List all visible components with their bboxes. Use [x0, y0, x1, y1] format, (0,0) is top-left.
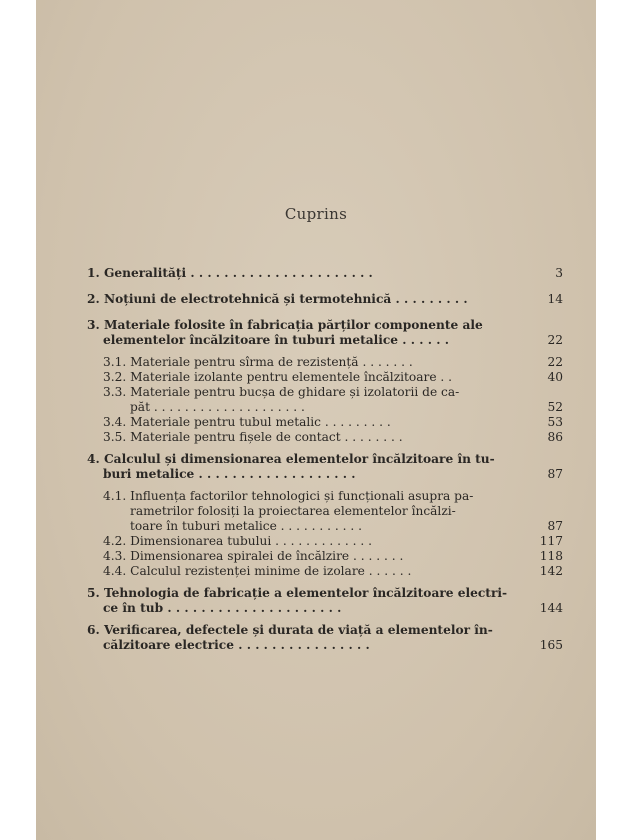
toc-entry-4-1-line-3: toare în tuburi metalice . . . . . . . . . . .: [130, 519, 363, 533]
toc-entry-4-line-1: 4. Calculul și dimensionarea elementelor încălzitoare în tu-: [87, 452, 495, 466]
toc-page-3-1: 22: [547, 355, 563, 369]
toc-entry-5-line-1: 5. Tehnologia de fabricație a elementelor încălzitoare electri-: [87, 586, 508, 600]
toc-page-4-4: 142: [539, 564, 563, 578]
book-page: [36, 0, 596, 840]
toc-entry-4-1-line-1: 4.1. Influența factorilor tehnologici și funcționali asupra pa-: [103, 489, 474, 503]
toc-entry-3-1: 3.1. Materiale pentru sîrma de rezistență . . . . . . .: [103, 355, 413, 369]
toc-page-3-3: 52: [547, 400, 563, 414]
toc-entry-3-4: 3.4. Materiale pentru tubul metalic . . . . . . . . .: [103, 415, 391, 429]
toc-page-6: 165: [539, 638, 563, 652]
toc-entry-4-1-line-2: rametrilor folosiți la proiectarea elementelor încălzi-: [130, 504, 456, 518]
toc-entry-4-line-2: buri metalice . . . . . . . . . . . . . . . . . . .: [103, 467, 356, 481]
toc-page-3-2: 40: [547, 370, 563, 384]
toc-page-5: 144: [539, 601, 563, 615]
toc-entry-3-3-line-2: păt . . . . . . . . . . . . . . . . . . . .: [130, 400, 305, 414]
toc-entry-4-2: 4.2. Dimensionarea tubului . . . . . . . . . . . . .: [103, 534, 372, 548]
toc-entry-3-line-2: elementelor încălzitoare în tuburi metalice . . . . . .: [103, 333, 449, 347]
toc-entry-3-line-1: 3. Materiale folosite în fabricația părților componente ale: [87, 318, 483, 332]
toc-entry-5-line-2: ce în tub . . . . . . . . . . . . . . . . . . . . .: [103, 601, 342, 615]
toc-page-4-3: 118: [539, 549, 563, 563]
toc-page-4: 87: [547, 467, 563, 481]
toc-entry-6-line-1: 6. Verificarea, defectele și durata de viață a elementelor în-: [87, 623, 493, 637]
toc-entry-3-3-line-1: 3.3. Materiale pentru bucșa de ghidare și izolatorii de ca-: [103, 385, 460, 399]
toc-entry-6-line-2: călzitoare electrice . . . . . . . . . . . . . . . .: [103, 638, 370, 652]
toc-entry-3-5: 3.5. Materiale pentru fișele de contact . . . . . . . .: [103, 430, 403, 444]
toc-page-3-5: 86: [547, 430, 563, 444]
toc-entry-1: 1. Generalități . . . . . . . . . . . . . . . . . . . . . .: [87, 266, 373, 280]
toc-page-2: 14: [547, 292, 563, 306]
page-title: Cuprins: [284, 205, 348, 223]
toc-entry-4-3: 4.3. Dimensionarea spiralei de încălzire . . . . . . .: [103, 549, 404, 563]
toc-page-4-2: 117: [539, 534, 563, 548]
toc-page-3: 22: [547, 333, 563, 347]
toc-entry-2: 2. Noțiuni de electrotehnică și termotehnică . . . . . . . . .: [87, 292, 468, 306]
toc-entry-4-4: 4.4. Calculul rezistenței minime de izolare . . . . . .: [103, 564, 412, 578]
toc-entry-3-2: 3.2. Materiale izolante pentru elementele încălzitoare . .: [103, 370, 453, 384]
toc-page-3-4: 53: [547, 415, 563, 429]
toc-page-4-1: 87: [547, 519, 563, 533]
toc-page-1: 3: [555, 266, 563, 280]
